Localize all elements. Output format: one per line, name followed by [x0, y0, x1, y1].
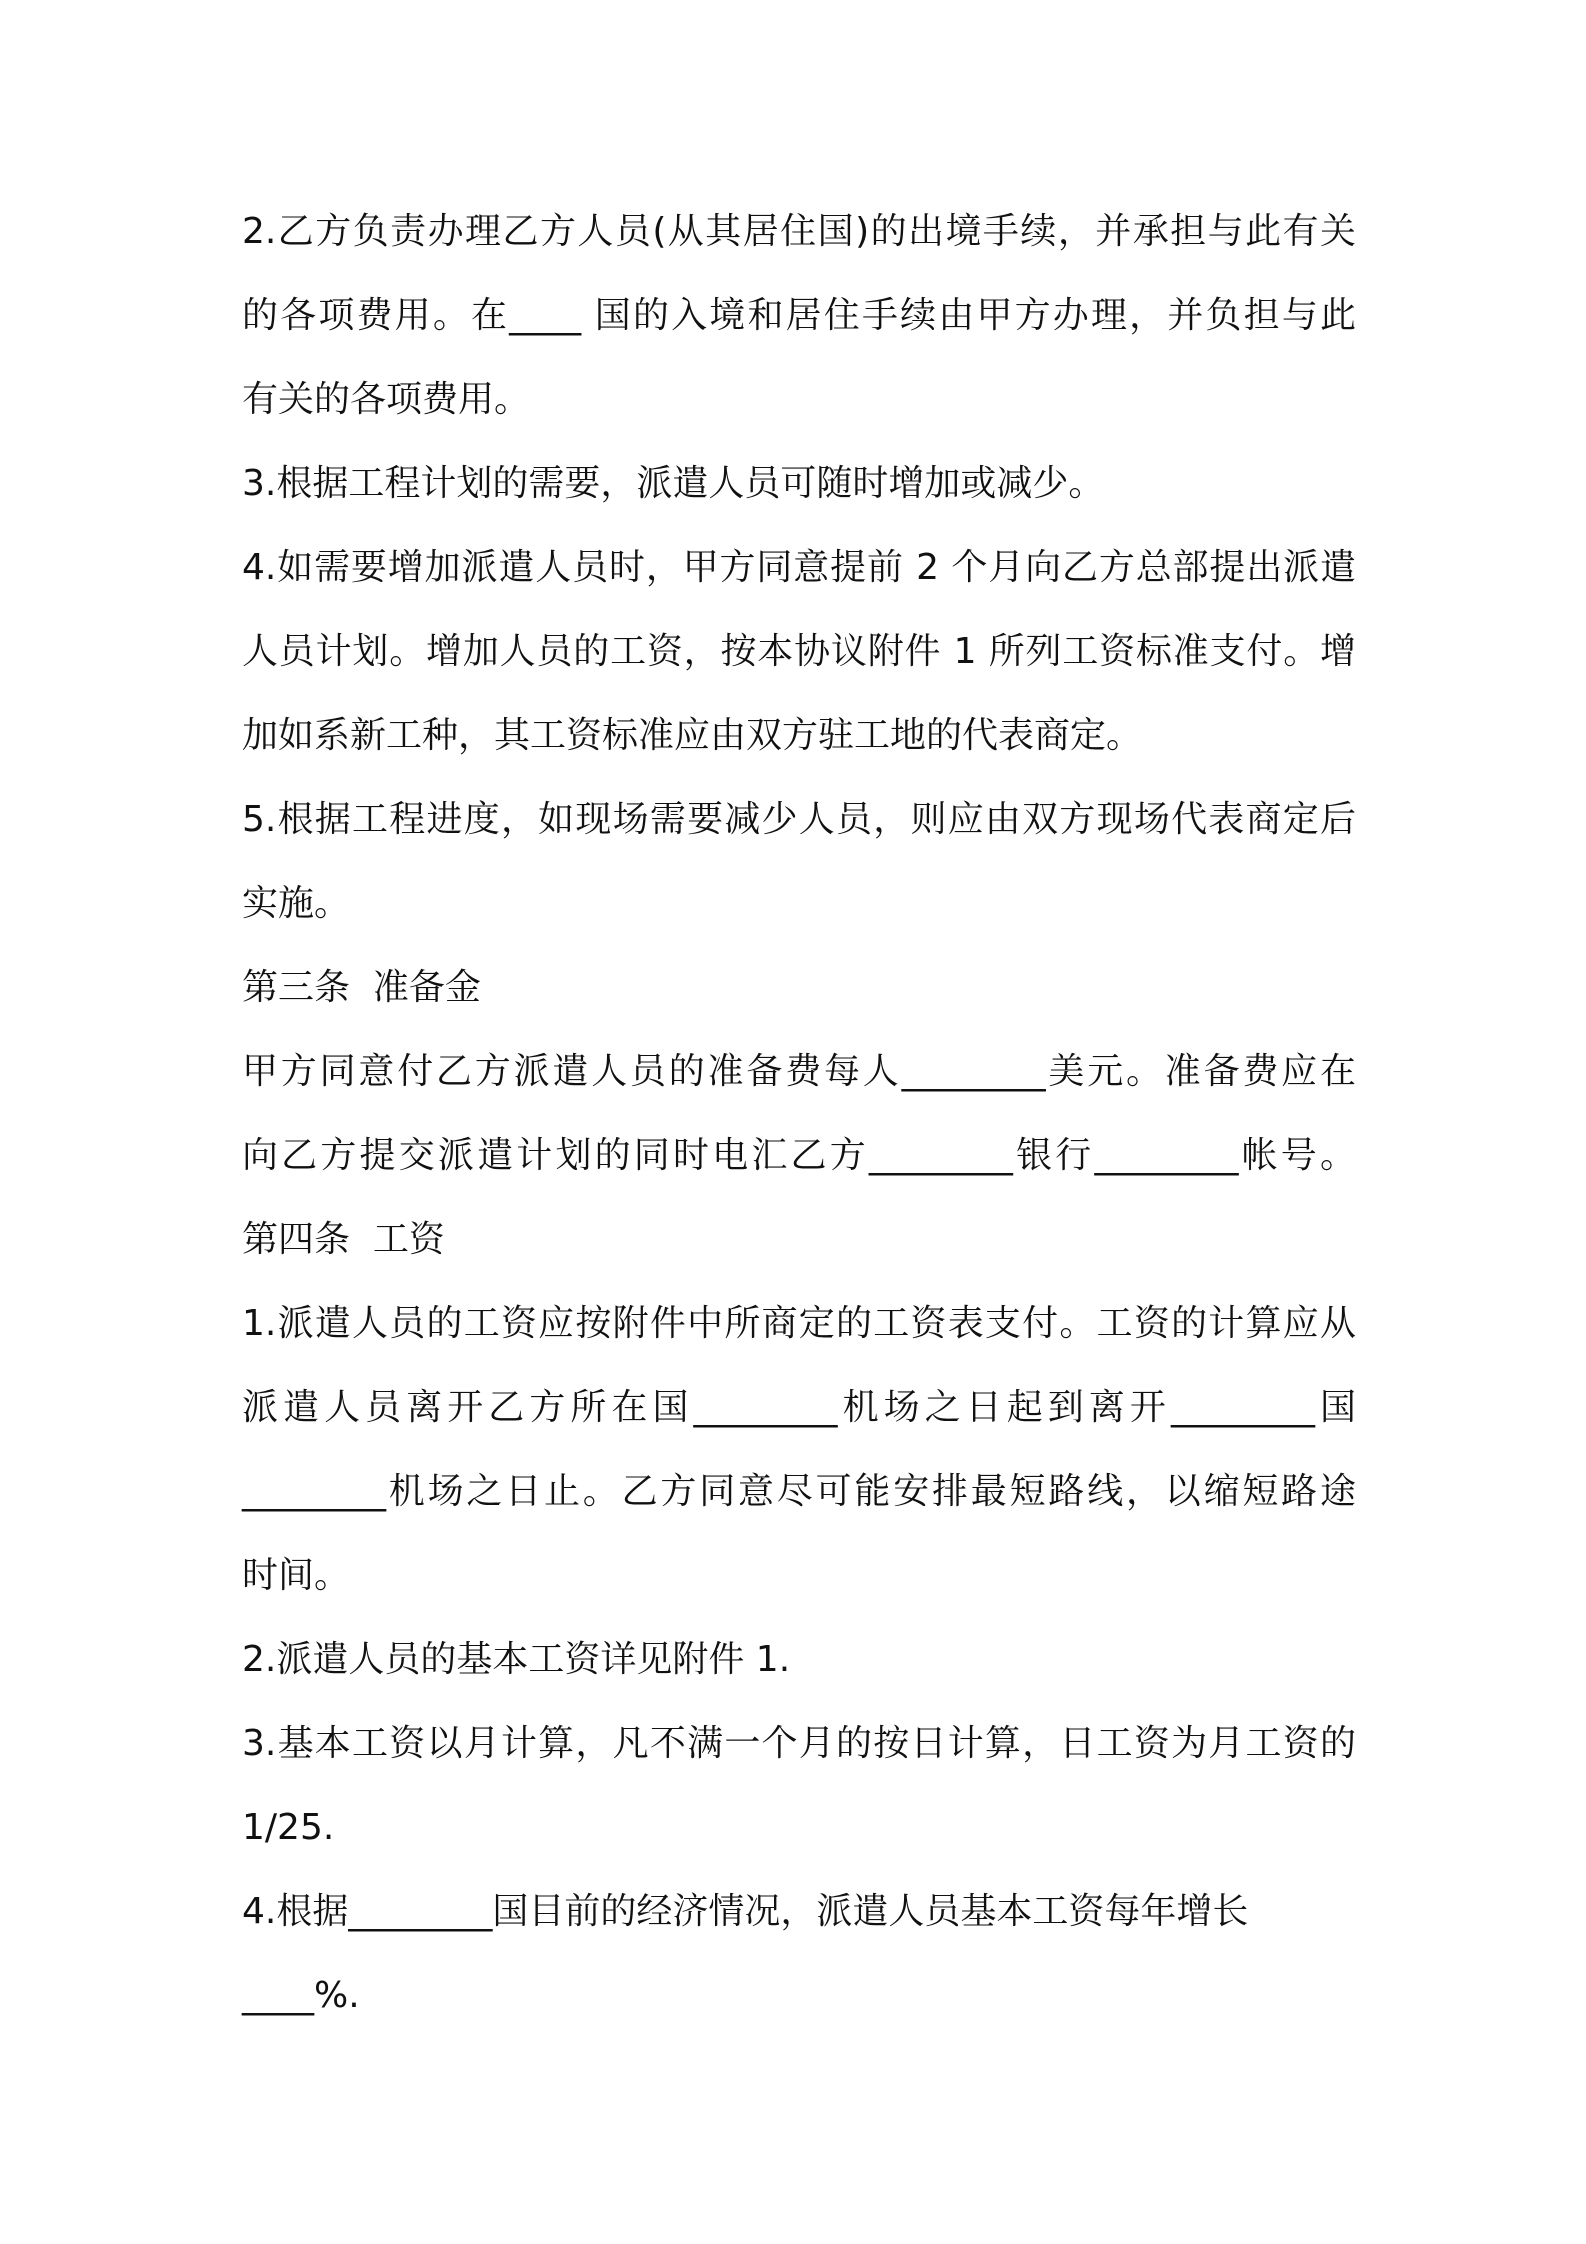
paragraph-line: 3.基本工资以月计算，凡不满一个月的按日计算，日工资为月工资的: [242, 1723, 1356, 1764]
paragraph-line: 1.派遣人员的工资应按附件中所商定的工资表支付。工资的计算应从: [242, 1303, 1356, 1344]
paragraph-line: 2.乙方负责办理乙方人员(从其居住国)的出境手续，并承担与此有关: [242, 211, 1356, 252]
paragraph-line: 甲方同意付乙方派遣人员的准备费每人________美元。准备费应在: [242, 1051, 1356, 1092]
paragraph-line: ____%.: [242, 1975, 360, 2016]
paragraph-line: 2.派遣人员的基本工资详见附件 1.: [242, 1639, 791, 1680]
paragraph-line: 人员计划。增加人员的工资，按本协议附件 1 所列工资标准支付。增: [242, 631, 1356, 672]
paragraph-line: 3.根据工程计划的需要，派遣人员可随时增加或减少。: [242, 463, 1105, 504]
paragraph-line: 派遣人员离开乙方所在国________机场之日起到离开________国: [242, 1387, 1356, 1428]
paragraph-line: 加如系新工种，其工资标准应由双方驻工地的代表商定。: [242, 715, 1143, 756]
paragraph-line: 4.如需要增加派遣人员时，甲方同意提前 2 个月向乙方总部提出派遣: [242, 547, 1356, 588]
section-heading: 第四条 工资: [242, 1219, 445, 1260]
section-heading: 第三条 准备金: [242, 967, 481, 1008]
paragraph-line: 向乙方提交派遣计划的同时电汇乙方________银行________帐号。: [242, 1135, 1356, 1176]
paragraph-line: ________机场之日止。乙方同意尽可能安排最短路线，以缩短路途: [242, 1471, 1356, 1512]
paragraph-line: 的各项费用。在____ 国的入境和居住手续由甲方办理，并负担与此: [242, 295, 1356, 336]
paragraph-line: 5.根据工程进度，如现场需要减少人员，则应由双方现场代表商定后: [242, 799, 1356, 840]
paragraph-line: 实施。: [242, 883, 351, 924]
paragraph-line: 1/25.: [242, 1807, 335, 1848]
paragraph-line: 4.根据________国目前的经济情况，派遣人员基本工资每年增长: [242, 1891, 1249, 1932]
paragraph-line: 有关的各项费用。: [242, 379, 531, 420]
paragraph-line: 时间。: [242, 1555, 351, 1596]
